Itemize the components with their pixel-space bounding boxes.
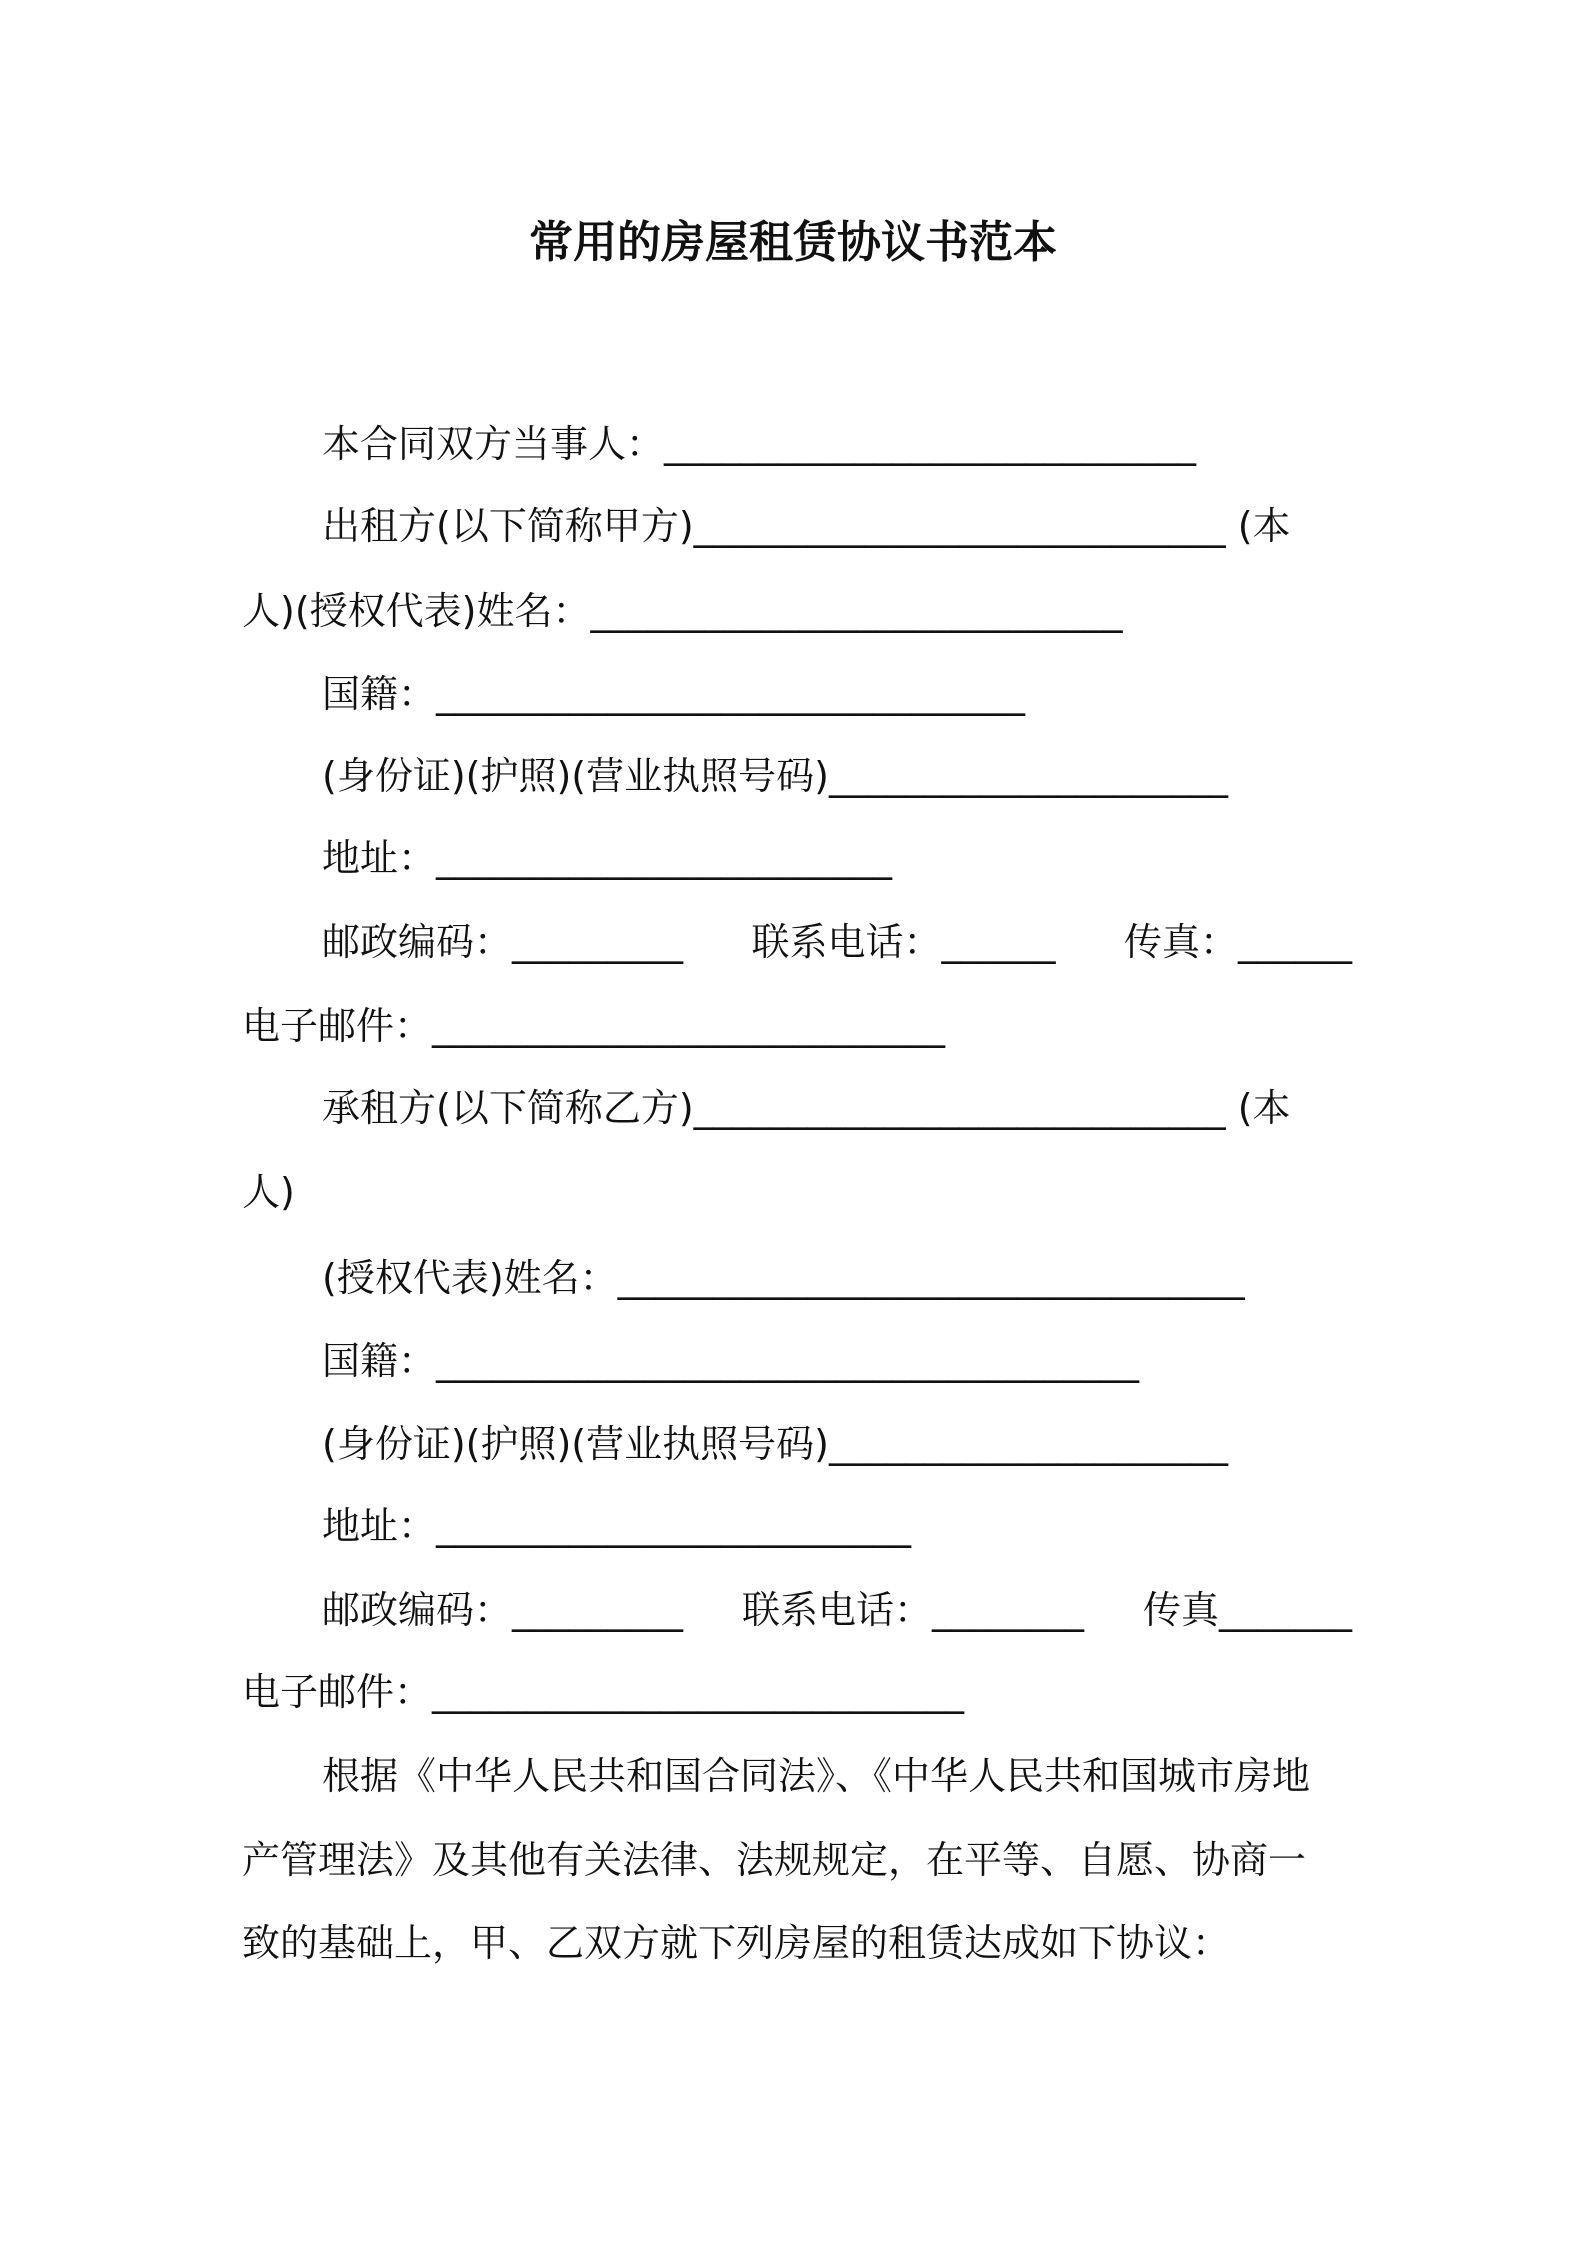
lessor-nationality-line: 国籍：_______________________________ bbox=[322, 672, 1026, 716]
lessee-id-line: (身份证)(护照)(营业执照号码)_____________________ bbox=[322, 1422, 1228, 1466]
lessee-nationality-line: 国籍：_____________________________________ bbox=[322, 1339, 1140, 1383]
lessee-line-continued: 人) bbox=[242, 1170, 295, 1214]
contact-field: 传真_______ bbox=[1142, 1588, 1352, 1632]
contact-field: 邮政编码：_________ bbox=[322, 920, 684, 964]
lessee-email-line: 电子邮件：____________________________ bbox=[242, 1670, 965, 1714]
contact-field: 联系电话：________ bbox=[741, 1588, 1084, 1632]
lessor-email-line: 电子邮件：___________________________ bbox=[242, 1004, 946, 1048]
lessor-id-line: (身份证)(护照)(营业执照号码)_____________________ bbox=[322, 754, 1228, 798]
agreement-paragraph-line-3: 致的基础上，甲、乙双方就下列房屋的租赁达成如下协议： bbox=[242, 1921, 1231, 1965]
agreement-paragraph-line-2: 产管理法》及其他有关法律、法规规定，在平等、自愿、协商一 bbox=[242, 1838, 1307, 1882]
contact-field: 联系电话：______ bbox=[751, 920, 1056, 964]
document-title: 常用的房屋租赁协议书范本 bbox=[529, 217, 1057, 268]
agreement-paragraph-line-1: 根据《中华人民共和国合同法》、《中华人民共和国城市房地 bbox=[322, 1754, 1311, 1798]
lessor-contact-line bbox=[322, 916, 1352, 968]
lessee-address-line: 地址：_________________________ bbox=[322, 1504, 912, 1548]
lessee-contact-line bbox=[322, 1584, 1352, 1636]
contact-field: 传真：______ bbox=[1123, 920, 1352, 964]
parties-line: 本合同双方当事人：____________________________ bbox=[322, 422, 1197, 466]
lessee-representative-line: (授权代表)姓名：_________________________________ bbox=[322, 1256, 1245, 1300]
contact-field: 邮政编码：_________ bbox=[322, 1588, 684, 1632]
lessor-representative-line: 人)(授权代表)姓名：____________________________ bbox=[242, 589, 1123, 633]
lessee-line: 承租方(以下简称乙方)____________________________ (本 bbox=[322, 1086, 1291, 1130]
lessor-address-line: 地址：________________________ bbox=[322, 836, 893, 880]
lessor-line: 出租方(以下简称甲方)____________________________ (本 bbox=[322, 504, 1291, 548]
